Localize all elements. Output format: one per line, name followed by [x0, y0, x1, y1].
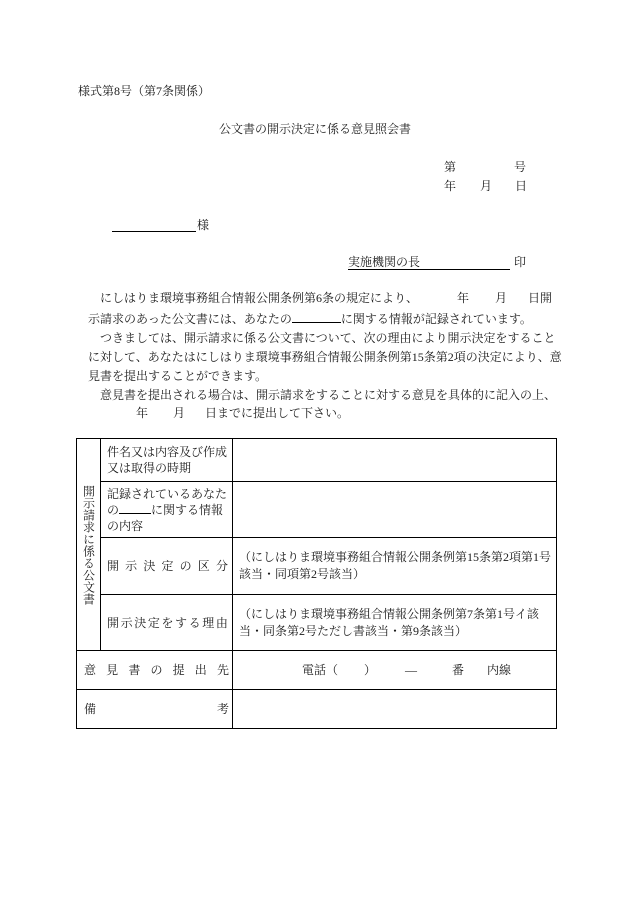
subject-label-line: 件名又は内容及び作成 [107, 445, 228, 459]
sender-title: 実施機関の長 [348, 255, 421, 269]
decision-reason-value-line: 当・同条第2号ただし書該当・第9条該当） [239, 623, 468, 638]
telephone-label: 電話（ [302, 663, 339, 677]
decision-reason-value-cell [233, 595, 557, 651]
label-glyph: 示 [125, 559, 138, 573]
body-p2-line1: つきましては、開示請求に係る公文書について、次の理由により開示決定をすること [100, 331, 556, 345]
label-glyph: 出 [194, 663, 207, 677]
issue-date-day: 日 [515, 179, 528, 193]
decision-type-value-line: 該当・同項第2号該当） [239, 567, 366, 581]
subject-label-cell [101, 439, 233, 482]
telephone-number-suffix: 番 [452, 663, 465, 677]
body-p1-line1: にしはりま環境事務組合情報公開条例第6条の規定により、 [100, 291, 419, 305]
form-number: 様式第8号（第7条関係） [78, 84, 211, 98]
label-glyph: 開 [107, 559, 120, 573]
form-title: 公文書の開示決定に係る意見照会書 [218, 122, 411, 136]
reference-number-suffix: 号 [514, 160, 527, 174]
body-p3-year: 年 [136, 406, 149, 420]
decision-type-value-line: （にしはりま環境事務組合情報公開条例第15条第2項第1号 [239, 550, 552, 564]
sender-name-line [348, 269, 510, 270]
recorded-info-label-after: に関する情報 [151, 502, 224, 517]
recorded-info-label-cell [101, 482, 233, 538]
recorded-info-label-line: 記録されているあなた [107, 486, 228, 501]
decision-reason-value-line: （にしはりま環境事務組合情報公開条例第7条第1号イ該 [239, 606, 540, 621]
label-glyph: 見 [106, 663, 119, 677]
label-glyph: る [188, 615, 201, 630]
decision-type-label [107, 558, 228, 574]
label-glyph: 決 [143, 559, 156, 573]
fill-in-blank [292, 311, 341, 323]
requested-document-group-cell [77, 439, 101, 651]
label-glyph: 分 [215, 559, 228, 573]
label-glyph: 示 [120, 615, 133, 630]
issue-date-year: 年 [444, 179, 457, 193]
body-p1-year: 年 [457, 291, 470, 305]
body-p1-day: 日開 [528, 291, 553, 305]
label-glyph: 理 [202, 615, 215, 630]
submission-label [84, 662, 229, 678]
body-p2-line3: 見書を提出することができます。 [88, 369, 268, 383]
label-glyph: を [161, 615, 174, 630]
telephone-dash: — [405, 663, 417, 677]
reference-number-prefix: 第 [444, 160, 457, 174]
fill-in-blank [119, 502, 151, 514]
label-glyph: 書 [128, 663, 141, 677]
recorded-info-label-line [107, 502, 228, 518]
body-p1-month: 月 [495, 291, 508, 305]
label-glyph: 備 [84, 702, 97, 716]
sender-seal: 印 [514, 255, 527, 269]
label-glyph: の [150, 663, 163, 677]
submission-label-cell [77, 651, 233, 690]
body-p3-month: 月 [173, 406, 186, 420]
body-p3-line2: 日までに提出して下さい。 [205, 406, 350, 420]
label-glyph: 意 [84, 663, 97, 677]
label-glyph: 定 [147, 615, 160, 630]
decision-type-value-cell [233, 538, 557, 595]
addressee-name-line [112, 231, 196, 232]
telephone-area-close: ） [364, 663, 377, 677]
issue-date-month: 月 [480, 179, 493, 193]
requested-document-group-label: 開示請求に係る公文書 [81, 484, 96, 605]
remarks-label-cell [77, 690, 233, 729]
body-p1-line2-after: に関する情報が記録されています。 [340, 312, 532, 326]
label-glyph: の [179, 559, 192, 573]
body-p3-line1: 意見書を提出される場合は、開示請求をすることに対する意見を具体的に記入の上、 [100, 388, 557, 402]
decision-reason-label-cell [101, 595, 233, 651]
recorded-info-value-cell [233, 482, 557, 538]
subject-label-line: 又は取得の時期 [107, 461, 192, 475]
remarks-label [84, 701, 229, 717]
body-p1-line2-before: 示請求のあった公文書には、あなたの [88, 312, 292, 326]
label-glyph: す [175, 615, 188, 630]
label-glyph: 定 [161, 559, 174, 573]
body-p2-line2: に対して、あなたはにしはりま環境事務組合情報公開条例第15条第2項の決定により、意 [88, 350, 562, 364]
decision-type-label-cell [101, 538, 233, 595]
subject-value-cell [233, 439, 557, 482]
opinion-table [76, 438, 557, 729]
label-glyph: 由 [215, 615, 228, 630]
label-glyph: 提 [172, 663, 185, 677]
recorded-info-label-line: の内容 [107, 518, 144, 533]
extension-label: 内線 [487, 663, 512, 677]
label-glyph: 考 [216, 702, 229, 716]
label-glyph: 区 [197, 559, 210, 573]
submission-value-cell [233, 651, 557, 690]
body-p1-line2 [88, 311, 532, 326]
remarks-value-cell [233, 690, 557, 729]
addressee-honorific: 様 [197, 218, 210, 232]
decision-reason-label [107, 615, 228, 631]
label-glyph: 決 [134, 615, 147, 630]
label-glyph: 開 [107, 615, 120, 630]
label-glyph: 先 [216, 663, 229, 677]
recorded-info-label-before: の [107, 502, 120, 517]
